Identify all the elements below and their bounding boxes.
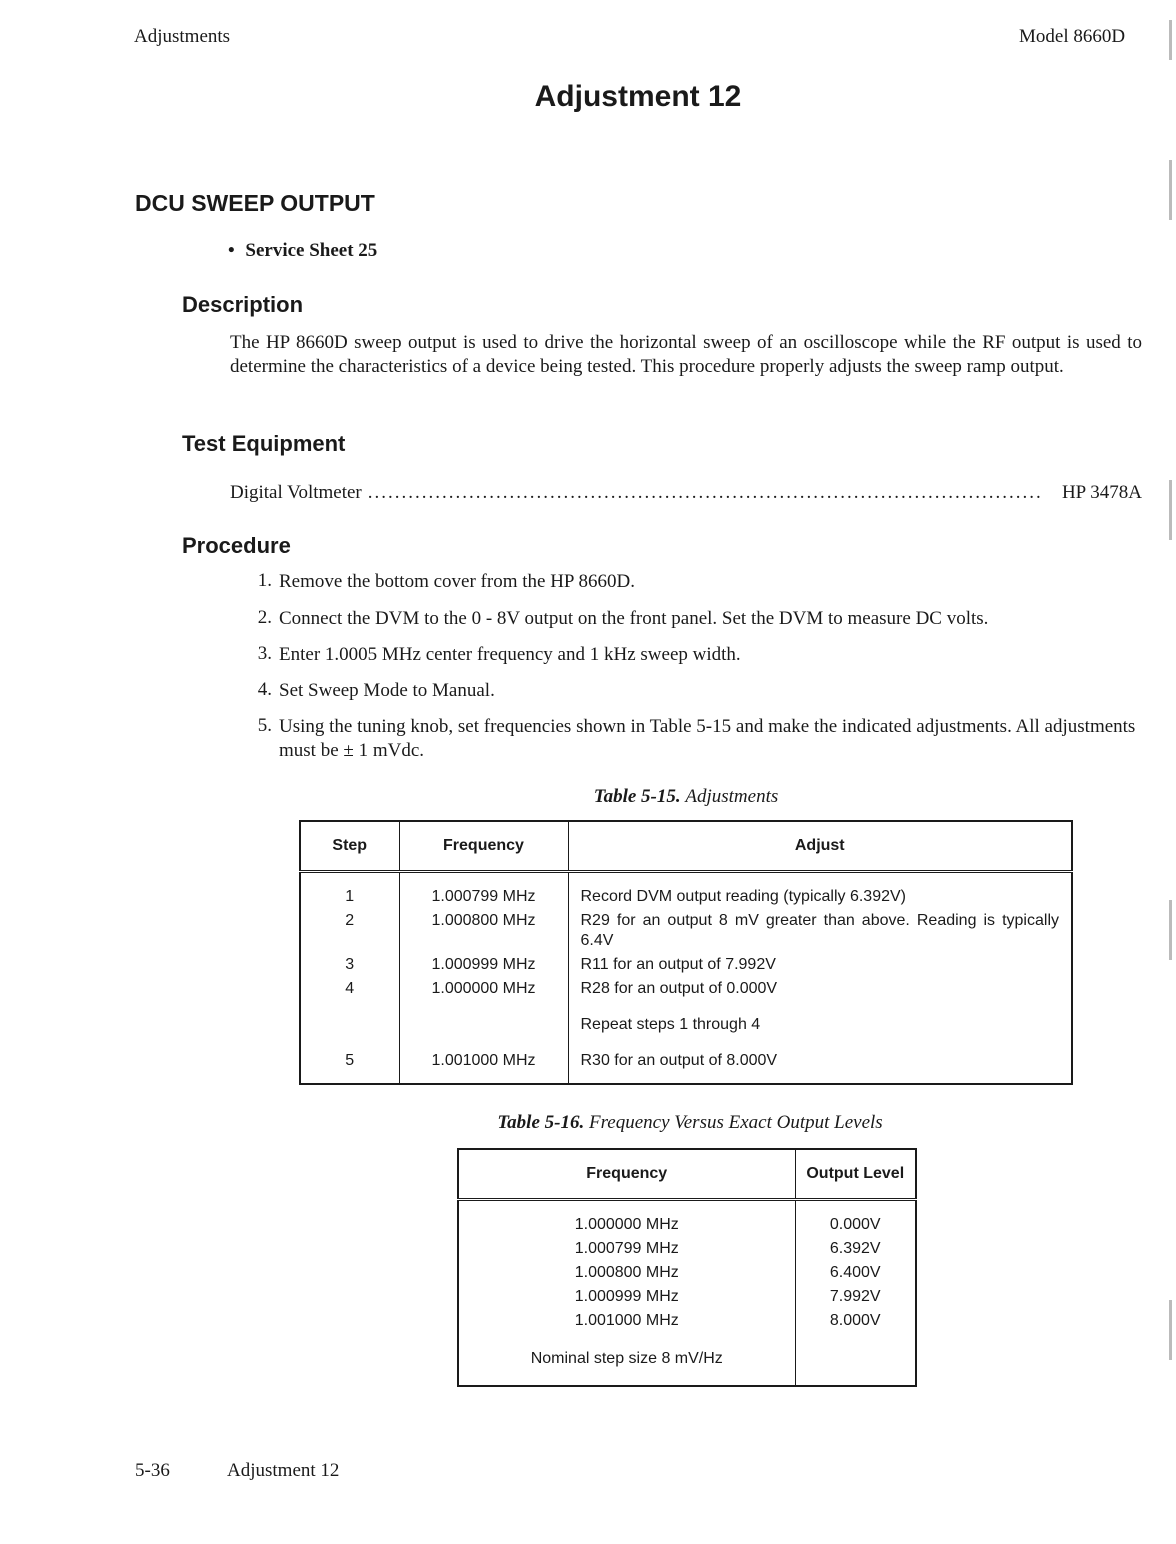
column-header-frequency: Frequency bbox=[458, 1149, 795, 1200]
step-text: Connect the DVM to the 0 - 8V output on the front panel. Set the DVM to measure DC volts. bbox=[279, 608, 989, 629]
output-level-cell: 6.392V bbox=[795, 1237, 916, 1261]
frequency-cell: 1.000800 MHz bbox=[399, 909, 568, 953]
table-row bbox=[300, 872, 1072, 910]
adjust-cell: Record DVM output reading (typically 6.392V) bbox=[568, 872, 1072, 910]
output-level-cell: 7.992V bbox=[795, 1285, 916, 1309]
table-row bbox=[300, 977, 1072, 1001]
column-header-output-level: Output Level bbox=[795, 1149, 916, 1200]
table-row bbox=[300, 1001, 1072, 1037]
output-levels-table bbox=[457, 1148, 917, 1387]
adjust-cell: R11 for an output of 7.992V bbox=[568, 953, 1072, 977]
frequency-cell: 1.000000 MHz bbox=[399, 977, 568, 1001]
table-row bbox=[300, 1037, 1072, 1084]
table-header-row bbox=[300, 821, 1072, 872]
scan-edge-mark bbox=[1169, 20, 1172, 60]
adjust-cell: R30 for an output of 8.000V bbox=[568, 1037, 1072, 1084]
frequency-cell: 1.001000 MHz bbox=[458, 1309, 795, 1333]
service-sheet-link: Service Sheet 25 bbox=[245, 240, 378, 261]
caption-number: Table 5-16. bbox=[497, 1112, 585, 1133]
step-text: Using the tuning knob, set frequencies shown in Table 5-15 and make the indicated adjustments. All adjustments must be ± 1 mVdc. bbox=[279, 716, 1136, 761]
step-cell: 1 bbox=[300, 872, 399, 910]
header-right: Model 8660D bbox=[1019, 26, 1126, 47]
page-title: Adjustment 12 bbox=[534, 80, 742, 113]
footer-label: Adjustment 12 bbox=[227, 1460, 340, 1481]
output-level-cell: 8.000V bbox=[795, 1309, 916, 1333]
column-header-frequency: Frequency bbox=[399, 821, 568, 872]
step-number: 1. bbox=[257, 570, 272, 591]
test-equipment-row bbox=[230, 482, 1142, 504]
procedure-heading: Procedure bbox=[182, 533, 291, 558]
step-number: 5. bbox=[257, 715, 272, 736]
step-number: 2. bbox=[257, 607, 272, 628]
step-text: Remove the bottom cover from the HP 8660D. bbox=[279, 571, 636, 592]
adjust-cell: R29 for an output 8 mV greater than above. Reading is typically 6.4V bbox=[568, 909, 1072, 953]
caption-text: Frequency Versus Exact Output Levels bbox=[588, 1112, 883, 1133]
step-number: 3. bbox=[257, 643, 272, 664]
description-heading: Description bbox=[182, 292, 304, 317]
table-5-15-caption bbox=[299, 786, 1073, 808]
leader-dots: .................................................................................................... bbox=[367, 482, 1043, 503]
column-header-adjust: Adjust bbox=[568, 821, 1072, 872]
step-cell: 3 bbox=[300, 953, 399, 977]
frequency-cell: 1.000000 MHz bbox=[458, 1200, 795, 1238]
description-text: The HP 8660D sweep output is used to drive the horizontal sweep of an oscilloscope while the RF output is used to determine the characteristics of a device being tested. This procedure properly adjusts the sweep ramp output. bbox=[230, 332, 1142, 377]
table-row bbox=[458, 1237, 916, 1261]
bullet-icon: • bbox=[228, 240, 235, 261]
scan-edge-mark bbox=[1169, 900, 1172, 960]
equipment-item: Digital Voltmeter bbox=[230, 482, 362, 503]
scan-edge-mark bbox=[1169, 480, 1172, 540]
table-row bbox=[300, 909, 1072, 953]
frequency-cell: 1.000999 MHz bbox=[399, 953, 568, 977]
output-level-cell: 0.000V bbox=[795, 1200, 916, 1238]
adjustments-table bbox=[299, 820, 1073, 1085]
empty-cell bbox=[795, 1333, 916, 1386]
equipment-model: HP 3478A bbox=[1061, 482, 1142, 503]
scan-edge-mark bbox=[1169, 1300, 1172, 1360]
section-title: DCU SWEEP OUTPUT bbox=[135, 190, 375, 216]
caption-number: Table 5-15. bbox=[593, 786, 681, 807]
note-cell: Nominal step size 8 mV/Hz bbox=[458, 1333, 795, 1386]
column-header-step: Step bbox=[300, 821, 399, 872]
table-header-row bbox=[458, 1149, 916, 1200]
caption-text: Adjustments bbox=[685, 786, 779, 807]
table-row bbox=[458, 1309, 916, 1333]
output-level-cell: 6.400V bbox=[795, 1261, 916, 1285]
header-left: Adjustments bbox=[134, 26, 231, 47]
table-row bbox=[458, 1333, 916, 1386]
frequency-cell bbox=[399, 1001, 568, 1037]
frequency-cell: 1.000799 MHz bbox=[399, 872, 568, 910]
step-text: Enter 1.0005 MHz center frequency and 1 kHz sweep width. bbox=[279, 644, 741, 665]
table-row bbox=[458, 1261, 916, 1285]
adjust-cell: R28 for an output of 0.000V bbox=[568, 977, 1072, 1001]
table-row bbox=[458, 1200, 916, 1238]
footer-page-number: 5-36 bbox=[135, 1460, 170, 1481]
step-text: Set Sweep Mode to Manual. bbox=[279, 680, 495, 701]
test-equipment-heading: Test Equipment bbox=[182, 431, 346, 456]
table-row bbox=[300, 953, 1072, 977]
table-5-16-caption bbox=[380, 1112, 1000, 1134]
adjust-cell: Repeat steps 1 through 4 bbox=[568, 1001, 1072, 1037]
step-cell: 4 bbox=[300, 977, 399, 1001]
frequency-cell: 1.000800 MHz bbox=[458, 1261, 795, 1285]
step-cell: 2 bbox=[300, 909, 399, 953]
step-cell bbox=[300, 1001, 399, 1037]
table-row bbox=[458, 1285, 916, 1309]
frequency-cell: 1.001000 MHz bbox=[399, 1037, 568, 1084]
service-sheet-item bbox=[228, 240, 377, 262]
step-number: 4. bbox=[257, 679, 272, 700]
step-cell: 5 bbox=[300, 1037, 399, 1084]
scan-edge-mark bbox=[1169, 160, 1172, 220]
frequency-cell: 1.000999 MHz bbox=[458, 1285, 795, 1309]
frequency-cell: 1.000799 MHz bbox=[458, 1237, 795, 1261]
